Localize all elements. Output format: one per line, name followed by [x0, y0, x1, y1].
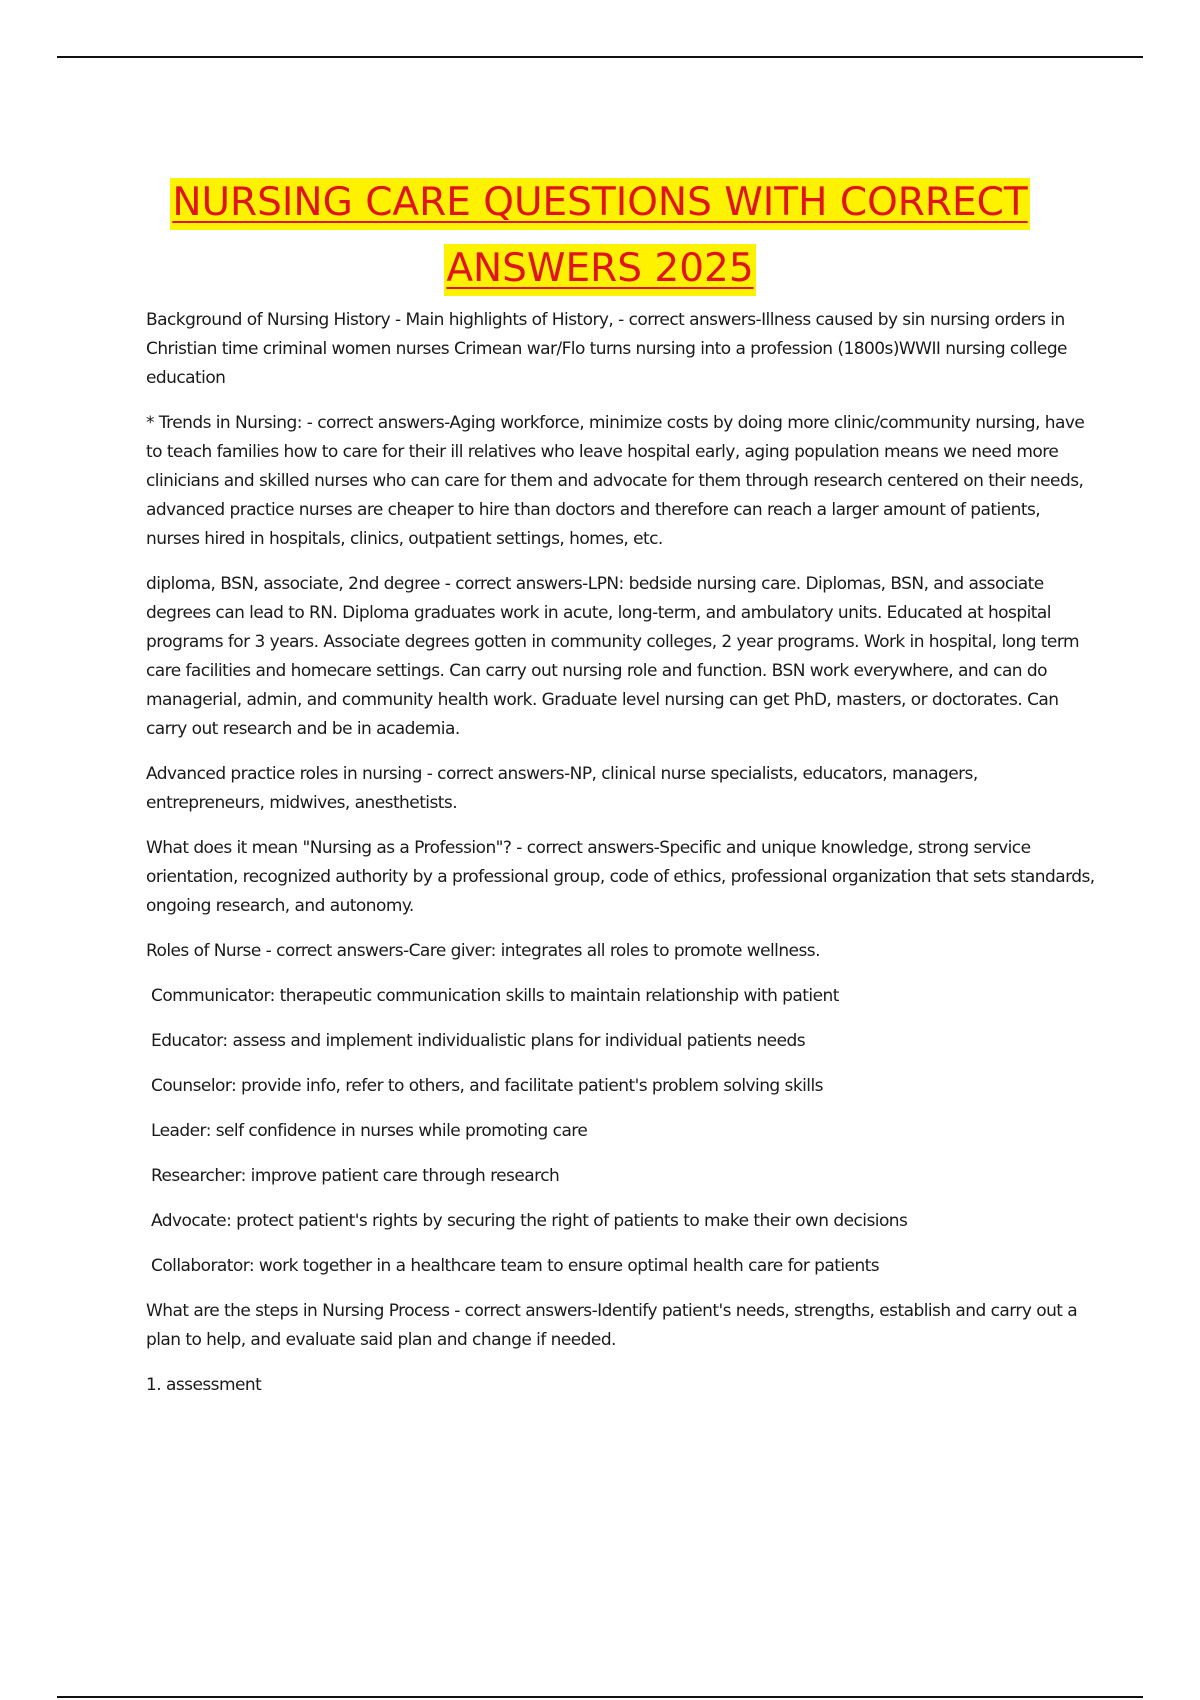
- document-title: [100, 170, 1100, 302]
- paragraph-nursing-process: What are the steps in Nursing Process - correct answers-Identify patient's needs, strengths, establish and carry out a plan to help, and evaluate said plan and change if needed.: [146, 1301, 1078, 1350]
- paragraph-nursing-history: Background of Nursing History - Main highlights of History, - correct answers-Illness caused by sin nursing orders in Christian time criminal women nurses Crimean war/Flo turns nursing into a profession (1800s)WWII nursing college education: [146, 310, 1067, 388]
- paragraph-advanced-practice: Advanced practice roles in nursing - correct answers-NP, clinical nurse specialists, educators, managers, entrepreneurs, midwives, anesthetists.: [146, 764, 978, 813]
- document-body: [146, 306, 1096, 1416]
- paragraph-degrees: diploma, BSN, associate, 2nd degree - correct answers-LPN: bedside nursing care. Diplomas, BSN, and associate degrees can lead to RN. Diploma graduates work in acute, long-term, and ambulatory units. Educated at hospital programs for 3 years. Associate degrees gotten in community colleges, 2 year programs. Work in hospital, long term care facilities and homecare settings. Can carry out nursing role and function. BSN work everywhere, and can do managerial, admin, and community health work. Graduate level nursing can get PhD, masters, or doctorates. Can carry out research and be in academia.: [146, 574, 1079, 739]
- paragraph-profession: What does it mean "Nursing as a Profession"? - correct answers-Specific and unique knowledge, strong service orientation, recognized authority by a professional group, code of ethics, professional organization that sets standards, ongoing research, and autonomy.: [146, 838, 1095, 916]
- bottom-rule: [57, 1696, 1143, 1698]
- role-counselor: Counselor: provide info, refer to others, and facilitate patient's problem solving skills: [151, 1076, 823, 1096]
- role-researcher: Researcher: improve patient care through research: [151, 1166, 560, 1186]
- title-line-2: ANSWERS 2025: [444, 244, 755, 296]
- role-leader: Leader: self confidence in nurses while promoting care: [151, 1121, 588, 1141]
- paragraph-trends: * Trends in Nursing: - correct answers-Aging workforce, minimize costs by doing more clinic/community nursing, have to teach families how to care for their ill relatives who leave hospital early, aging population means we need more clinicians and skilled nurses who can care for them and advocate for them through research centered on their needs, advanced practice nurses are cheaper to hire than doctors and therefore can reach a larger amount of patients, nurses hired in hospitals, clinics, outpatient settings, homes, etc.: [146, 413, 1085, 549]
- top-rule: [57, 56, 1143, 58]
- role-collaborator: Collaborator: work together in a healthcare team to ensure optimal health care for patients: [151, 1256, 880, 1276]
- title-line-1: NURSING CARE QUESTIONS WITH CORRECT: [170, 178, 1029, 230]
- list-item-assessment: 1. assessment: [146, 1375, 262, 1395]
- role-communicator: Communicator: therapeutic communication skills to maintain relationship with patient: [151, 986, 839, 1006]
- role-advocate: Advocate: protect patient's rights by securing the right of patients to make their own decisions: [151, 1211, 908, 1231]
- role-educator: Educator: assess and implement individualistic plans for individual patients needs: [151, 1031, 806, 1051]
- paragraph-roles: Roles of Nurse - correct answers-Care giver: integrates all roles to promote wellness.: [146, 941, 820, 961]
